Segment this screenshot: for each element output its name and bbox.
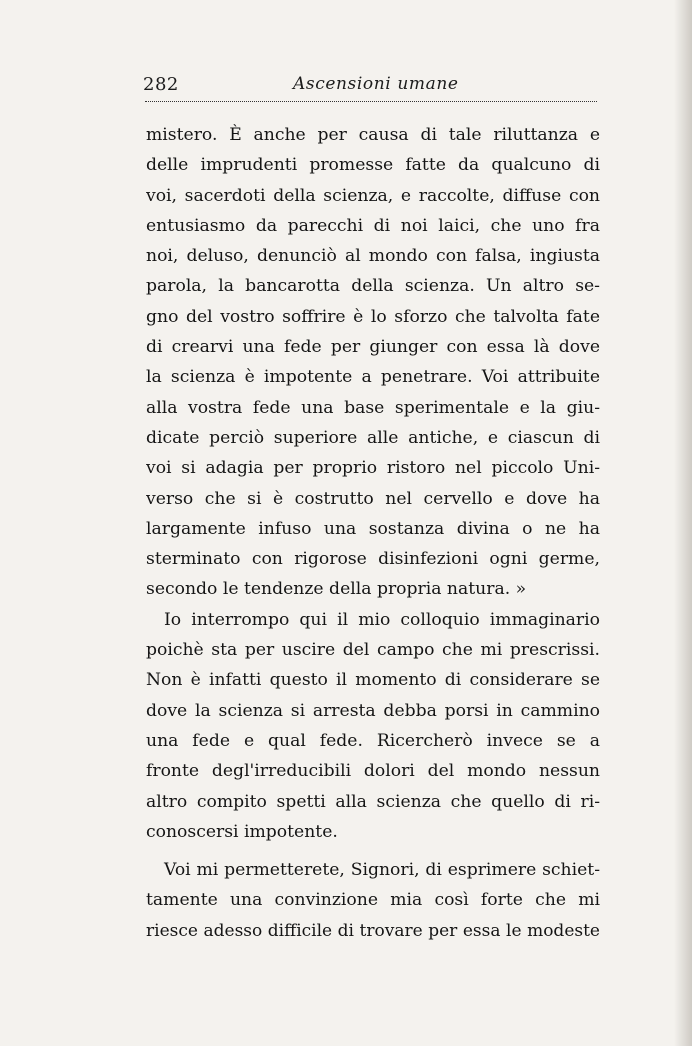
text-line: la scienza è impotente a penetrare. Voi attribuite [146,367,600,388]
text-line: entusiasmo da parecchi di noi laici, che uno fra [146,215,600,236]
text-line: parola, la bancarotta della scienza. Un altro se- [146,276,600,297]
text-line: voi si adagia per proprio ristoro nel piccolo Uni- [146,458,600,479]
text-line: poichè sta per uscire del campo che mi prescrissi. [146,640,600,661]
text-line: altro compito spetti alla scienza che quello di ri- [146,791,600,812]
running-title: Ascensioni umane [293,74,459,94]
body-text [146,120,600,946]
text-line: largamente infuso una sostanza divina o ne ha [146,518,600,539]
page-number: 282 [143,74,179,95]
text-line: voi, sacerdoti della scienza, e raccolte, diffuse con [146,185,600,206]
text-line: di crearvi una fede per giunger con essa là dove [146,337,600,358]
paragraph-3 [146,855,600,946]
text-line: sterminato con rigorose disinfezioni ogni germe, [146,549,600,570]
text-line: una fede e qual fede. Ricercherò invece se a [146,730,600,751]
text-line: dicate perciò superiore alle antiche, e ciascun di [146,427,600,448]
text-line: noi, deluso, denunciò al mondo con falsa, ingiusta [146,246,600,267]
running-header [143,74,598,100]
paragraph-1 [146,120,600,605]
paragraph-2 [146,605,600,847]
text-line: mistero. È anche per causa di tale riluttanza e [146,125,600,145]
paragraph-gap [146,847,600,855]
header-rule [145,101,597,102]
text-line: dove la scienza si arresta debba porsi in cammino [146,700,600,721]
text-line: Non è infatti questo il momento di considerare se [146,670,600,691]
text-line: alla vostra fede una base sperimentale e la giu- [146,397,600,418]
text-line: gno del vostro soffrire è lo sforzo che talvolta fate [146,306,600,327]
text-line: Voi mi permetterete, Signori, di esprimere schiet- [164,860,600,881]
text-line: riesce adesso difficile di trovare per essa le modeste [146,920,600,941]
text-line: fronte degl'irreducibili dolori del mondo nessun [146,761,600,782]
text-line: secondo le tendenze della propria natura. » [146,579,527,600]
text-line: Io interrompo qui il mio colloquio immaginario [164,609,600,630]
page-edge-shadow [674,0,692,1046]
text-line: verso che si è costrutto nel cervello e dove ha [146,488,600,509]
text-line: delle imprudenti promesse fatte da qualcuno di [146,155,600,176]
text-line: tamente una convinzione mia così forte che mi [146,890,600,911]
text-line: conoscersi impotente. [146,821,338,842]
